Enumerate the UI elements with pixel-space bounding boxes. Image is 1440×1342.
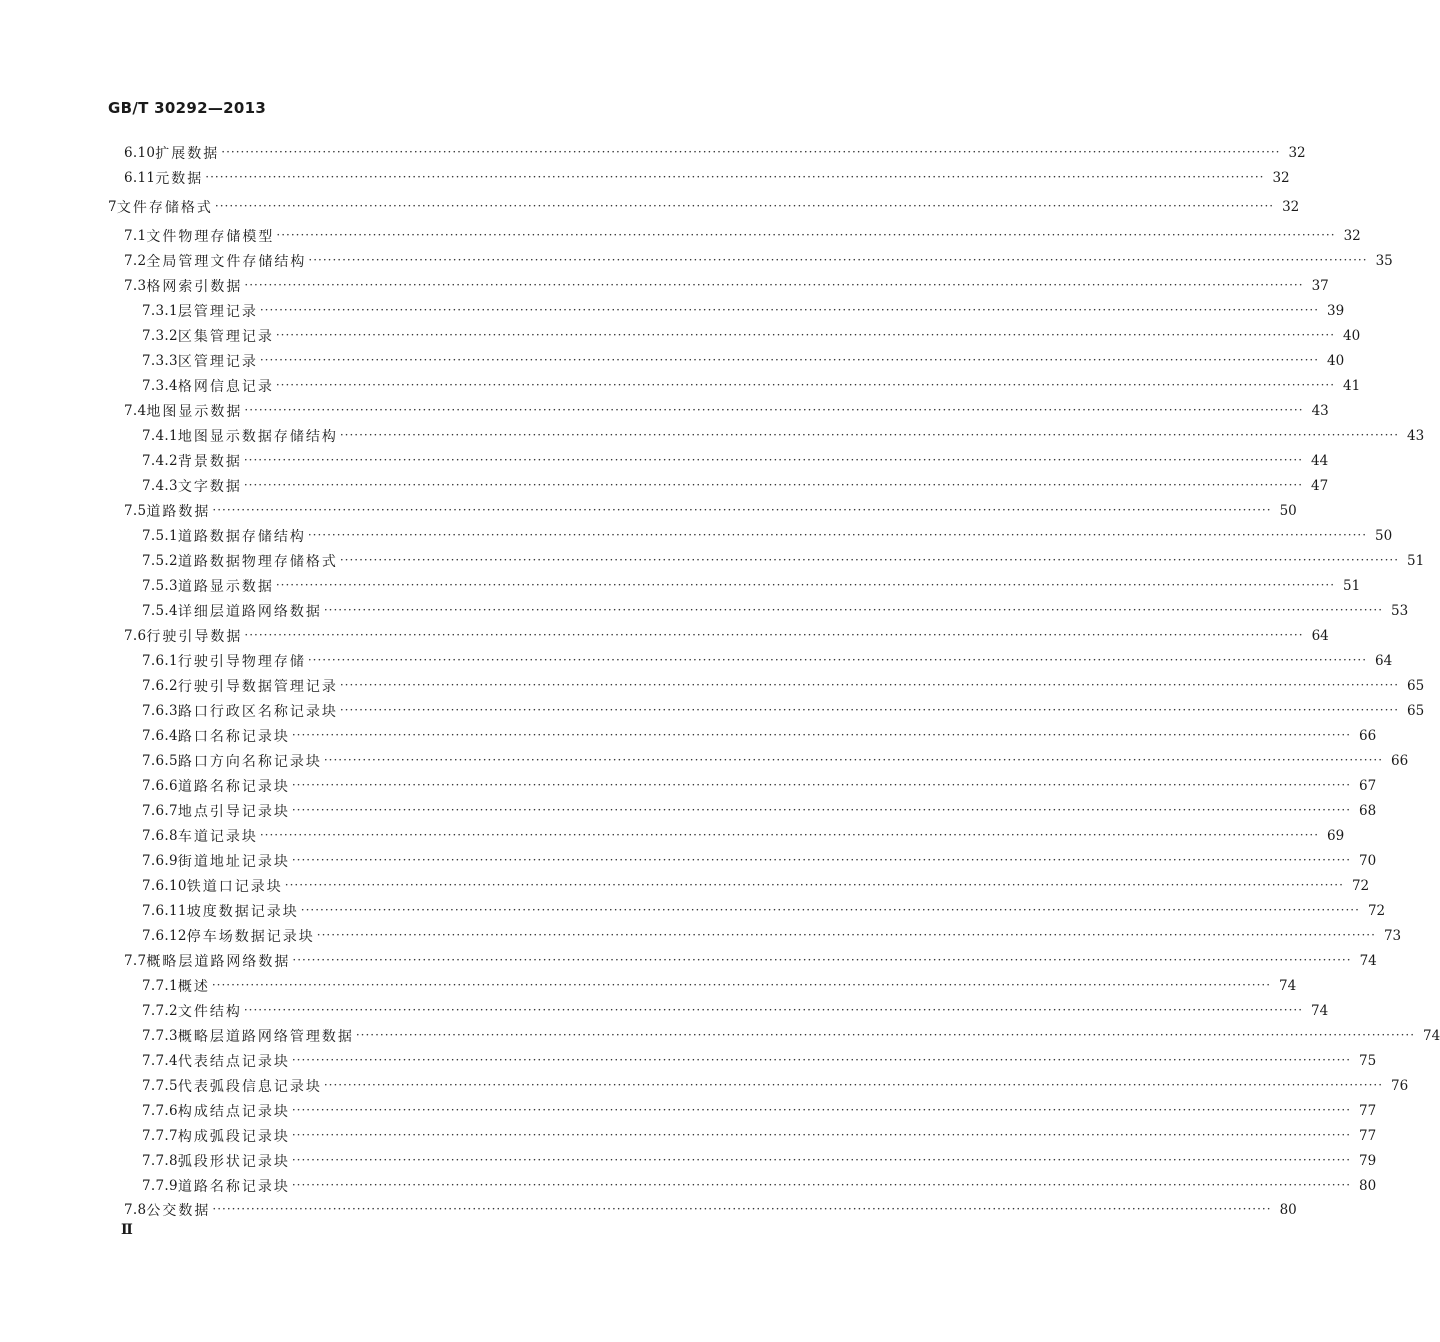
toc-leader-dots: ···························································································································································································································· [339,553,1400,567]
toc-entry[interactable] [124,143,1306,163]
toc-entry[interactable] [124,226,1361,246]
toc-entry-title: 层管理记录 [177,304,258,320]
toc-entry-page: 79 [1359,1153,1377,1169]
toc-entry-title: 路口行政区名称记录块 [177,704,338,720]
toc-entry-number: 7.7.6 [142,1103,178,1119]
toc-entry-title: 地图显示数据 [146,404,243,420]
toc-entry-number: 7.6 [124,628,147,644]
toc-leader-dots: ···························································································································································································································· [243,478,1304,492]
toc-entry-page: 40 [1343,328,1361,344]
toc-entry-page: 64 [1311,628,1329,644]
toc-leader-dots: ···························································································································································································································· [214,199,1275,213]
toc-leader-dots: ···························································································································································································································· [211,978,1272,992]
toc-entry-number: 7.4.3 [142,478,178,494]
toc-leader-dots: ···························································································································································································································· [259,828,1320,842]
toc-leader-dots: ···························································································································································································································· [243,453,1304,467]
toc-entry-page: 65 [1407,703,1425,719]
toc-entry[interactable] [142,451,1329,471]
toc-entry-page: 43 [1407,428,1425,444]
toc-entry[interactable] [142,601,1409,621]
toc-entry-number: 7.4 [124,403,147,419]
toc-entry-title: 概述 [177,979,210,995]
toc-entry-number: 7.4.1 [142,428,178,444]
toc-entry[interactable] [142,751,1409,771]
toc-entry-page: 50 [1279,503,1297,519]
toc-entry-title: 地图显示数据存储结构 [177,429,338,445]
toc-entry-page: 74 [1359,953,1377,969]
toc-leader-dots: ···························································································································································································································· [308,253,1368,267]
toc-entry-page: 37 [1311,278,1329,294]
toc-entry-number: 7.7.8 [142,1153,178,1169]
standard-code-header: GB/T 30292—2013 [108,99,267,117]
toc-entry-page: 74 [1311,1003,1329,1019]
toc-entry[interactable] [124,251,1393,271]
toc-entry-page: 68 [1359,803,1377,819]
toc-entry-title: 元数据 [155,171,204,187]
toc-entry-title: 铁道口记录块 [186,879,283,895]
toc-entry-title: 扩展数据 [155,146,220,162]
toc-leader-dots: ···························································································································································································································· [243,1003,1304,1017]
toc-entry[interactable] [142,776,1377,796]
toc-entry-number: 7.7.4 [142,1053,178,1069]
toc-entry-title: 详细层道路网络数据 [177,604,322,620]
toc-entry[interactable] [142,351,1345,371]
toc-entry-page: 74 [1423,1028,1440,1044]
toc-leader-dots: ···························································································································································································································· [291,1178,1352,1192]
toc-entry-title: 文件存储格式 [116,200,213,216]
toc-entry-title: 公交数据 [146,1203,211,1219]
toc-entry-page: 51 [1407,553,1425,569]
toc-leader-dots: ···························································································································································································································· [244,278,1304,292]
toc-entry-title: 路口名称记录块 [177,729,290,745]
toc-entry-number: 7.6.9 [142,853,178,869]
toc-entry-title: 车道记录块 [177,829,258,845]
toc-entry[interactable] [142,1126,1377,1146]
toc-entry-number: 7.7.2 [142,1003,178,1019]
toc-entry-page: 50 [1375,528,1393,544]
toc-leader-dots: ···························································································································································································································· [355,1028,1416,1042]
toc-leader-dots: ···························································································································································································································· [323,1078,1384,1092]
toc-entry-number: 7.6.12 [142,928,187,944]
toc-entry-number: 7.2 [124,253,147,269]
toc-entry-number: 7.1 [124,228,147,244]
toc-entry-number: 7.5.4 [142,603,178,619]
toc-leader-dots: ···························································································································································································································· [259,303,1320,317]
page-number: Ⅱ [121,1222,133,1238]
toc-entry[interactable] [142,926,1402,946]
toc-entry-number: 7.6.10 [142,878,187,894]
toc-entry[interactable] [124,401,1329,421]
toc-entry-number: 7.6.5 [142,753,178,769]
toc-leader-dots: ···························································································································································································································· [307,653,1368,667]
toc-entry-page: 43 [1311,403,1329,419]
toc-entry-page: 67 [1359,778,1377,794]
toc-leader-dots: ···························································································································································································································· [291,803,1352,817]
toc-entry-title: 格网信息记录 [177,379,274,395]
toc-leader-dots: ···························································································································································································································· [275,578,1336,592]
toc-entry-page: 77 [1359,1103,1377,1119]
toc-entry-title: 行驶引导数据管理记录 [177,679,338,695]
toc-entry-page: 74 [1279,978,1297,994]
toc-entry[interactable] [142,851,1377,871]
toc-entry-title: 道路数据 [146,504,211,520]
toc-entry-title: 停车场数据记录块 [186,929,315,945]
toc-leader-dots: ···························································································································································································································· [291,728,1352,742]
toc-entry-number: 7.3.2 [142,328,178,344]
toc-leader-dots: ···························································································································································································································· [284,878,1344,892]
toc-entry-number: 6.11 [124,170,156,186]
toc-entry[interactable] [124,626,1329,646]
toc-entry[interactable] [142,1151,1377,1171]
toc-entry[interactable] [142,1176,1377,1196]
toc-entry-number: 7.3.4 [142,378,178,394]
toc-entry[interactable] [142,376,1361,396]
toc-leader-dots: ···························································································································································································································· [300,903,1360,917]
toc-leader-dots: ···························································································································································································································· [316,928,1376,942]
toc-entry-title: 道路显示数据 [177,579,274,595]
toc-leader-dots: ···························································································································································································································· [244,403,1304,417]
toc-entry-page: 64 [1375,653,1393,669]
toc-entry-title: 坡度数据记录块 [186,904,299,920]
toc-entry-title: 文件物理存储模型 [146,229,275,245]
toc-leader-dots: ···························································································································································································································· [212,503,1272,517]
toc-entry-number: 7.7.7 [142,1128,178,1144]
toc-entry[interactable] [142,1101,1377,1121]
toc-entry-page: 66 [1359,728,1377,744]
toc-entry-title: 区集管理记录 [177,329,274,345]
toc-entry-number: 7.7.1 [142,978,178,994]
toc-entry[interactable] [142,676,1425,696]
toc-entry-number: 7.4.2 [142,453,178,469]
toc-entry[interactable] [142,526,1393,546]
toc-entry[interactable] [142,701,1425,721]
toc-entry-title: 概略层道路网络管理数据 [177,1029,354,1045]
toc-leader-dots: ···························································································································································································································· [275,378,1336,392]
toc-leader-dots: ···························································································································································································································· [275,328,1336,342]
toc-entry[interactable] [108,197,1300,217]
toc-entry-title: 道路数据物理存储格式 [177,554,338,570]
toc-entry-title: 区管理记录 [177,354,258,370]
toc-entry[interactable] [142,551,1425,571]
toc-entry-title: 代表弧段信息记录块 [177,1079,322,1095]
toc-leader-dots: ···························································································································································································································· [205,170,1265,184]
toc-entry[interactable] [142,1001,1329,1021]
toc-leader-dots: ···························································································································································································································· [291,853,1352,867]
toc-entry-page: 72 [1367,903,1386,919]
toc-entry-title: 概略层道路网络数据 [146,954,291,970]
toc-entry[interactable] [142,326,1361,346]
toc-leader-dots: ···························································································································································································································· [212,1202,1272,1216]
toc-leader-dots: ···························································································································································································································· [221,145,1281,159]
toc-entry-page: 73 [1383,928,1402,944]
toc-entry[interactable] [142,901,1386,921]
toc-entry-number: 7.5.3 [142,578,178,594]
toc-leader-dots: ···························································································································································································································· [259,353,1320,367]
toc-entry-title: 文件结构 [177,1004,242,1020]
toc-leader-dots: ···························································································································································································································· [291,1053,1352,1067]
toc-entry[interactable] [142,426,1425,446]
toc-entry-number: 7.6.6 [142,778,178,794]
toc-entry-page: 51 [1343,578,1361,594]
toc-entry[interactable] [142,476,1329,496]
toc-entry-number: 6.10 [124,145,156,161]
toc-leader-dots: ···························································································································································································································· [339,678,1400,692]
toc-entry-page: 75 [1359,1053,1377,1069]
toc-entry-page: 40 [1327,353,1345,369]
toc-entry-title: 道路数据存储结构 [177,529,306,545]
toc-entry[interactable] [142,976,1297,996]
toc-leader-dots: ···························································································································································································································· [291,1153,1352,1167]
toc-entry-title: 道路名称记录块 [177,1179,290,1195]
toc-entry[interactable] [124,276,1329,296]
toc-entry[interactable] [142,1026,1440,1046]
toc-entry-number: 7.8 [124,1202,147,1218]
toc-entry-title: 格网索引数据 [146,279,243,295]
toc-entry-page: 35 [1375,253,1393,269]
toc-entry-page: 41 [1343,378,1361,394]
toc-entry-title: 路口方向名称记录块 [177,754,322,770]
toc-entry-number: 7.7.5 [142,1078,178,1094]
toc-entry[interactable] [142,826,1345,846]
toc-entry-number: 7.5 [124,503,147,519]
toc-entry[interactable] [142,576,1361,596]
toc-leader-dots: ···························································································································································································································· [339,703,1400,717]
toc-entry-page: 32 [1282,199,1300,215]
toc-leader-dots: ···························································································································································································································· [276,228,1336,242]
toc-entry-page: 32 [1272,170,1290,186]
toc-leader-dots: ···························································································································································································································· [291,1128,1352,1142]
toc-entry-page: 72 [1351,878,1370,894]
toc-entry-title: 构成结点记录块 [177,1104,290,1120]
toc-entry[interactable] [124,1200,1297,1220]
toc-entry-title: 背景数据 [177,454,242,470]
toc-entry-number: 7.3.1 [142,303,178,319]
toc-entry-number: 7.6.2 [142,678,178,694]
toc-entry-number: 7.6.1 [142,653,178,669]
toc-entry-number: 7 [108,199,117,215]
toc-leader-dots: ···························································································································································································································· [291,778,1352,792]
toc-entry-number: 7.6.7 [142,803,178,819]
toc-entry-number: 7.7 [124,953,147,969]
toc-entry-title: 代表结点记录块 [177,1054,290,1070]
toc-entry-page: 32 [1343,228,1361,244]
toc-entry-page: 39 [1327,303,1345,319]
toc-leader-dots: ···························································································································································································································· [323,603,1384,617]
toc-entry-title: 文字数据 [177,479,242,495]
toc-leader-dots: ···························································································································································································································· [292,953,1352,967]
toc-entry-number: 7.7.3 [142,1028,178,1044]
toc-entry-number: 7.3.3 [142,353,178,369]
toc-leader-dots: ···························································································································································································································· [339,428,1400,442]
toc-entry[interactable] [142,1076,1409,1096]
toc-entry[interactable] [124,951,1377,971]
toc-entry-title: 地点引导记录块 [177,804,290,820]
toc-leader-dots: ···························································································································································································································· [323,753,1384,767]
toc-entry-page: 32 [1288,145,1306,161]
toc-leader-dots: ···························································································································································································································· [307,528,1368,542]
toc-entry-page: 77 [1359,1128,1377,1144]
toc-entry-number: 7.6.4 [142,728,178,744]
toc-entry-title: 道路名称记录块 [177,779,290,795]
toc-entry-page: 53 [1391,603,1409,619]
toc-entry-page: 70 [1359,853,1377,869]
toc-entry-page: 80 [1279,1202,1297,1218]
toc-entry-number: 7.7.9 [142,1178,178,1194]
toc-entry[interactable] [142,876,1370,896]
toc-leader-dots: ···························································································································································································································· [244,628,1304,642]
toc-entry[interactable] [142,1051,1377,1071]
toc-entry[interactable] [124,501,1297,521]
toc-entry-title: 行驶引导数据 [146,629,243,645]
toc-entry[interactable] [142,301,1345,321]
toc-entry[interactable] [124,168,1290,188]
toc-entry-number: 7.5.2 [142,553,178,569]
toc-entry-page: 47 [1311,478,1329,494]
toc-entry-title: 弧段形状记录块 [177,1154,290,1170]
toc-entry-number: 7.6.11 [142,903,187,919]
toc-leader-dots: ···························································································································································································································· [291,1103,1352,1117]
toc-entry-title: 街道地址记录块 [177,854,290,870]
toc-entry-page: 76 [1391,1078,1409,1094]
toc-entry[interactable] [142,651,1393,671]
toc-entry-page: 66 [1391,753,1409,769]
toc-entry[interactable] [142,801,1377,821]
toc-entry-number: 7.5.1 [142,528,178,544]
toc-entry-number: 7.6.8 [142,828,178,844]
toc-entry-page: 65 [1407,678,1425,694]
toc-entry-number: 7.3 [124,278,147,294]
toc-entry-number: 7.6.3 [142,703,178,719]
toc-entry-page: 80 [1359,1178,1377,1194]
toc-entry-page: 44 [1311,453,1329,469]
toc-entry-page: 69 [1327,828,1345,844]
toc-entry[interactable] [142,726,1377,746]
toc-entry-title: 行驶引导物理存储 [177,654,306,670]
toc-entry-title: 构成弧段记录块 [177,1129,290,1145]
toc-entry-title: 全局管理文件存储结构 [146,254,307,270]
